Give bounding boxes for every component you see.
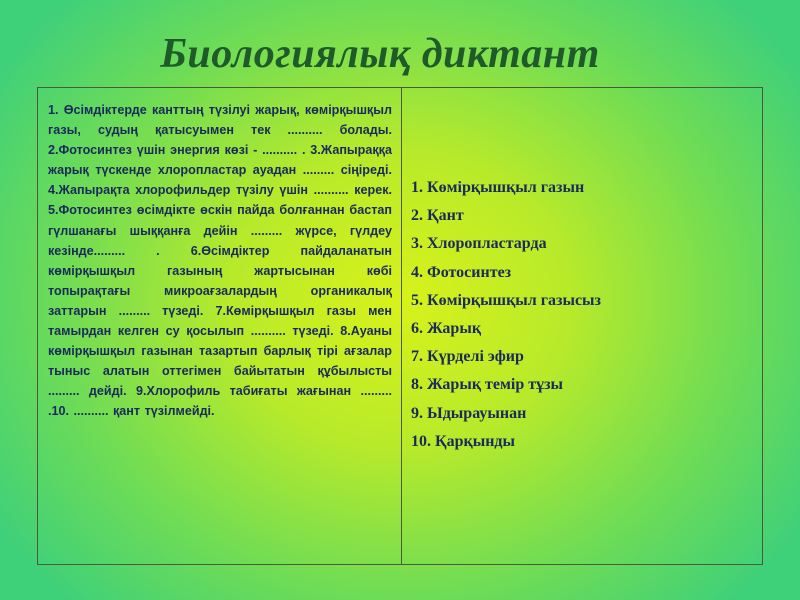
answer-item: 3. Хлоропластарда xyxy=(411,235,547,253)
answer-item: 10. Қарқынды xyxy=(411,432,516,450)
dictation-table xyxy=(37,87,763,565)
answer-item: 1. Көмірқышқыл газын xyxy=(411,179,585,196)
answers-list xyxy=(411,174,754,456)
answer-item: 8. Жарық темір тұзы xyxy=(411,376,564,394)
answer-item: 2. Қант xyxy=(411,207,464,225)
answer-item: 7. Күрделі эфир xyxy=(411,348,524,366)
answer-item: 6. Жарық xyxy=(411,320,482,338)
answers-cell xyxy=(402,88,762,564)
answer-item: 5. Көмірқышқыл газысыз xyxy=(411,291,601,309)
dictation-cell xyxy=(38,88,402,564)
page-title: Биологиялық диктант xyxy=(160,31,600,77)
answer-item: 9. Ыдырауынан xyxy=(411,404,527,422)
dictation-text: 1. Өсімдіктерде канттың түзілуі жарық, көмірқышқыл газы, судың қатысуымен тек .......... болады. 2.Фотосинтез үшін энергия көзі - .......... . 3.Жапыраққа жарық түскенде хлоропластар ауадан ......... сіңіреді. 4.Жапырақта хлорофильдер түзілу үшін .......... керек. 5.Фотосинтез өсімдікте өскін пайда болғаннан бастап гүлшанағы шыққанға дейін ......... жүрсе, гүлдеу кезінде......... . 6.Өсімдіктер пайдаланатын көмірқышқыл газының жартысынан көбі топырақтағы микроағзалардың органикалық заттарын ......... түзеді. 7.Көмірқышқыл газы мен тамырдан келген су қосылып .......... түзеді. 8.Ауаны көмірқышқыл газынан тазартып барлық тірі ағзалар тыныс алатын оттегімен байытатын құбылысты ......... дейді. 9.Хлорофиль табиғаты жағынан ......... .10. .......... қант түзілмейді. xyxy=(48,103,392,419)
answer-item: 4. Фотосинтез xyxy=(411,263,512,281)
